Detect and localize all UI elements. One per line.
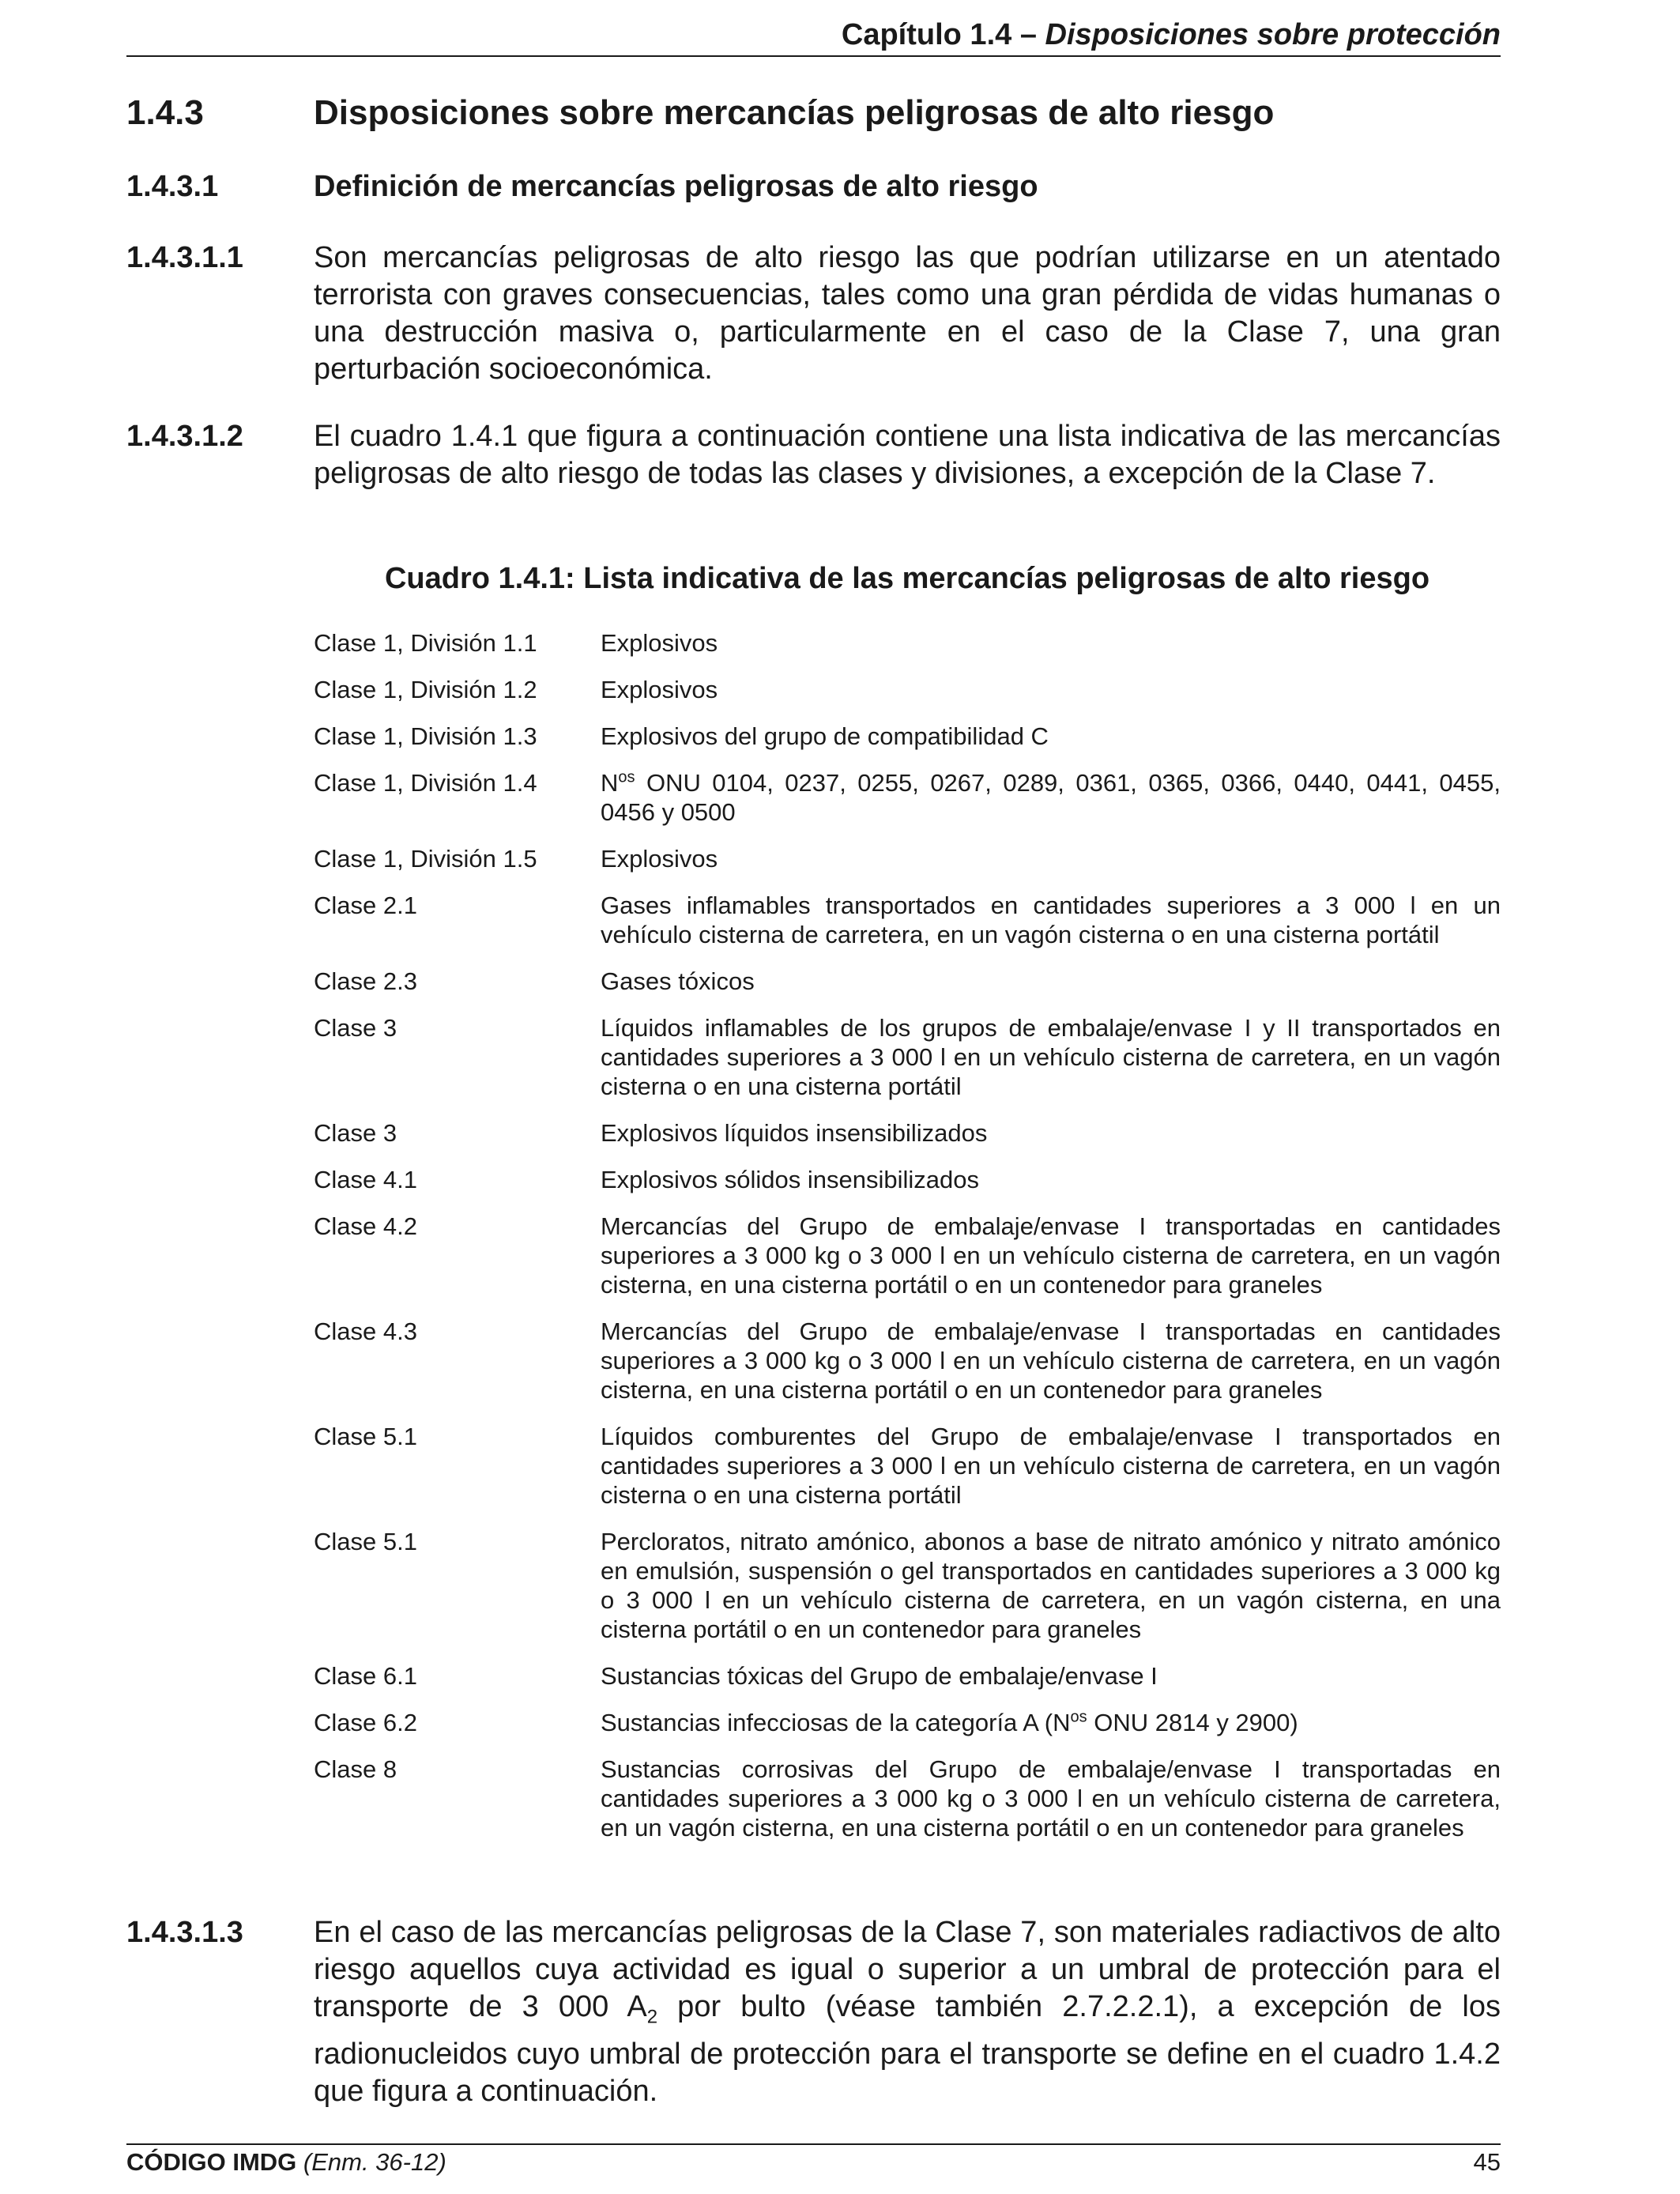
paragraph-text [314,1914,1501,2110]
class-cell: Clase 8 [314,1755,397,1783]
table-row [314,967,1501,996]
description-lead: Sustancias infecciosas de la categoría A (N [601,1709,1071,1736]
description-text: Explosivos líquidos insensibilizados [601,1119,988,1147]
footer-code: CÓDIGO IMDG [126,2148,297,2176]
paragraph-text-part: por bulto (véase también 2.7.2.2.1), a excepción de los radionucleidos cuyo umbral de protección para el transporte se define en el cuadro 1.4.2 que figura a continuación. [314,1990,1501,2108]
paragraph-number: 1.4.3.1.2 [126,420,243,453]
description-text: Explosivos [601,676,718,703]
table-row [314,891,1501,949]
page-number: 45 [1473,2148,1501,2176]
class-cell: Clase 4.3 [314,1318,417,1345]
description-cell [601,1165,1501,1194]
class-cell: Clase 6.2 [314,1709,417,1736]
class-cell: Clase 2.3 [314,967,417,995]
footer-amendment: (Enm. 36-12) [296,2148,446,2176]
paragraph [126,418,1501,492]
description-cell [601,722,1501,751]
table-row [314,1165,1501,1194]
section-heading [126,92,1501,134]
description-cell [601,967,1501,996]
paragraph [126,1914,1501,2110]
table-row [314,675,1501,704]
table-row [314,1527,1501,1644]
description-text: Gases inflamables transportados en cantidades superiores a 3 000 l en un vehículo cisterna de carretera, en un vagón cisterna o en una cisterna portátil [601,892,1501,948]
description-cell [601,891,1501,949]
paragraph-text: El cuadro 1.4.1 que figura a continuación contiene una lista indicativa de las mercancías peligrosas de alto riesgo de todas las clases y divisiones, a excepción de la Clase 7. [314,420,1501,490]
table-row [314,1708,1501,1737]
description-text: Mercancías del Grupo de embalaje/envase I transportadas en cantidades superiores a 3 000 kg o 3 000 l en un vehículo cisterna de carretera, en un vagón cisterna, en una cisterna portátil o en un contenedor para graneles [601,1212,1501,1299]
table-caption: Cuadro 1.4.1: Lista indicativa de las mercancías peligrosas de alto riesgo [384,562,1430,595]
description-text: ONU 0104, 0237, 0255, 0267, 0289, 0361, 0365, 0366, 0440, 0441, 0455, 0456 y 0500 [601,769,1501,826]
class-cell: Clase 4.1 [314,1166,417,1193]
paragraph-text-part: En el caso de las mercancías peligrosas de la Clase 7, son materiales radiactivos de alto riesgo aquellos cuya actividad es igual o superior a un umbral de protección para el transporte de 3 000 A [314,1916,1501,2023]
description-cell [601,1661,1501,1691]
high-risk-goods-table [314,628,1501,1860]
table-row [314,844,1501,873]
class-cell: Clase 1, División 1.2 [314,676,537,703]
description-text: Líquidos inflamables de los grupos de embalaje/envase I y II transportados en cantidades superiores a 3 000 l en un vehículo cisterna de carretera, en un vagón cisterna o en una cisterna portátil [601,1014,1501,1100]
description-text: ONU 2814 y 2900) [1087,1709,1298,1736]
description-text: Líquidos comburentes del Grupo de embalaje/envase I transportados en cantidades superiores a 3 000 l en un vehículo cisterna de carretera, en un vagón cisterna o en una cisterna portátil [601,1423,1501,1509]
section-title: Disposiciones sobre mercancías peligrosas de alto riesgo [314,93,1275,132]
description-text: Explosivos [601,845,718,873]
table-row [314,1013,1501,1101]
subsection-heading [126,168,1501,205]
class-cell: Clase 1, División 1.5 [314,845,537,873]
table-row [314,722,1501,751]
description-cell [601,1755,1501,1842]
chapter-number: Capítulo 1.4 – [841,18,1045,51]
description-cell [601,768,1501,827]
section-number: 1.4.3 [126,93,204,132]
description-prefix: N [601,769,619,797]
description-cell [601,1317,1501,1404]
class-cell: Clase 4.2 [314,1212,417,1240]
description-cell [601,844,1501,873]
description-text: Sustancias tóxicas del Grupo de embalaje/envase I [601,1662,1158,1690]
subsection-number: 1.4.3.1 [126,170,219,203]
paragraph-number: 1.4.3.1.1 [126,241,243,274]
subscript: 2 [646,2006,658,2028]
description-cell [601,1013,1501,1101]
table-row [314,1317,1501,1404]
class-cell: Clase 5.1 [314,1528,417,1555]
description-cell [601,1422,1501,1510]
class-cell: Clase 1, División 1.1 [314,629,537,657]
class-cell: Clase 5.1 [314,1423,417,1450]
class-cell: Clase 2.1 [314,892,417,919]
description-text: Sustancias corrosivas del Grupo de embalaje/envase I transportadas en cantidades superiores a 3 000 kg o 3 000 l en un vehículo cisterna de carretera, en un vagón cisterna, en una cisterna portátil o en un contenedor para graneles [601,1755,1501,1842]
table-row [314,1755,1501,1842]
class-cell: Clase 6.1 [314,1662,417,1690]
page-footer [126,2143,1501,2180]
table-row [314,1212,1501,1299]
description-text: Percloratos, nitrato amónico, abonos a base de nitrato amónico y nitrato amónico en emulsión, suspensión o gel transportados en cantidades superiores a 3 000 kg o 3 000 l en un vehículo cisterna de carretera, en un vagón cisterna, en una cisterna portátil o en un contenedor para graneles [601,1528,1501,1643]
class-cell: Clase 1, División 1.4 [314,769,537,797]
description-text: Explosivos [601,629,718,657]
description-text: Explosivos del grupo de compatibilidad C [601,722,1049,750]
table-row [314,1661,1501,1691]
running-header [126,14,1501,57]
description-text: Mercancías del Grupo de embalaje/envase I transportadas en cantidades superiores a 3 000 kg o 3 000 l en un vehículo cisterna de carretera, en un vagón cisterna, en una cisterna portátil o en un contenedor para graneles [601,1318,1501,1404]
paragraph [126,239,1501,388]
table-row [314,628,1501,658]
description-cell [601,1118,1501,1148]
footer-source [126,2145,446,2180]
description-cell [601,675,1501,704]
superscript: os [618,768,635,786]
description-cell [601,1212,1501,1299]
paragraph-text: Son mercancías peligrosas de alto riesgo las que podrían utilizarse en un atentado terrorista con graves consecuencias, tales como una gran pérdida de vidas humanas o una destrucción masiva o, particularmente en el caso de la Clase 7, una gran perturbación socioeconómica. [314,241,1501,386]
description-cell [601,1527,1501,1644]
class-cell: Clase 1, División 1.3 [314,722,537,750]
paragraph-number: 1.4.3.1.3 [126,1916,243,1949]
description-cell [601,1708,1501,1737]
class-cell: Clase 3 [314,1014,397,1042]
table-row [314,1118,1501,1148]
table-row [314,1422,1501,1510]
class-cell: Clase 3 [314,1119,397,1147]
description-text: Explosivos sólidos insensibilizados [601,1166,980,1193]
subsection-title: Definición de mercancías peligrosas de alto riesgo [314,170,1038,203]
table-row [314,768,1501,827]
superscript: os [1070,1708,1087,1726]
description-text: Gases tóxicos [601,967,755,995]
description-cell [601,628,1501,658]
chapter-title: Disposiciones sobre protección [1045,18,1501,51]
